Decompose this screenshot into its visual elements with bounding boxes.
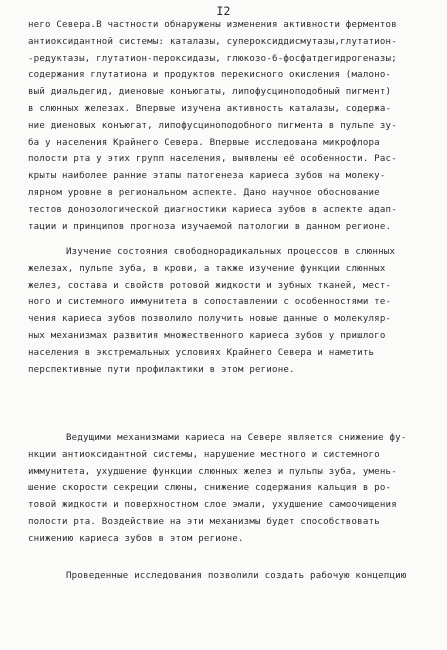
text-line: чения кариеса зубов позволило получить новые данные о молекуляр-: [28, 314, 392, 325]
text-line: полости рта у этих групп населения, выявлены её особенности. Рас-: [28, 154, 397, 165]
text-line: снижению кариеса зубов в этом регионе.: [28, 533, 244, 544]
text-line: шение скорости секреции слюны, снижение содержания кальция в ро-: [28, 483, 392, 494]
text-line: лярном уровне в региональном аспекте. Дано научное обоснование: [28, 187, 380, 198]
text-line: Ведущими механизмами кариеса на Севере является снижение фу-: [66, 433, 407, 443]
paragraph-4: [28, 568, 432, 585]
text-line: населения в экстремальных условиях Крайнего Севера и наметить: [28, 347, 375, 358]
text-line: полости рта. Воздействие на эти механизмы будет способствовать: [28, 516, 380, 527]
text-line: тации и принципов прогноза изучаемой патологии в данном регионе.: [28, 221, 392, 232]
text-line: товой жидкости и поверхностном слое эмали, ухудшение самоочищения: [28, 500, 397, 511]
text-line: ние диеновых конъюгат, липофусциноподобного пигмента в пульпе зу-: [28, 120, 397, 131]
paragraph-2: [28, 244, 432, 378]
text-line: нкции антиоксидантной системы, нарушение местного и системного: [28, 449, 380, 460]
text-line: ных механизмах развития множественного кариеса зубов у пришлого: [28, 330, 386, 341]
text-line: Проведенные исследования позволили создать рабочую концепцию: [66, 571, 407, 581]
text-line: иммунитета, ухудшение функции слюнных желез и пульпы зуба, умень-: [28, 466, 397, 477]
paragraph-1: [28, 17, 432, 235]
text-line: -редуктазы, глутатион-пероксидазы, глюкозо-6-фосфатдегидрогеназы;: [28, 53, 397, 64]
page-number: I2: [216, 4, 231, 18]
text-line: содержания глутатиона и продуктов перекисного окисления (малоно-: [28, 70, 392, 81]
paragraph-3: [28, 430, 432, 548]
text-line: вый диальдегид, диеновые конъюгаты, липофусциноподобный пигмент): [28, 87, 392, 98]
text-line: тестов донозологической диагностики кариеса зубов в аспекте адап-: [28, 204, 397, 215]
text-line: Изучение состояния свободнорадикальных процессов в слюнных: [66, 247, 396, 257]
text-line: перспективные пути профилактики в этом регионе.: [28, 364, 295, 375]
text-line: желез, состава и свойств ротовой жидкости и зубных тканей, мест-: [28, 280, 392, 291]
text-line: него Севера.В частности обнаружены изменения активности ферментов: [28, 20, 397, 30]
text-line: ного и системного иммунитета в сопоставлении с особенностями те-: [28, 297, 392, 308]
text-line: крыты наиболее ранние этапы патогенеза кариеса зубов на молеку-: [28, 171, 386, 182]
text-line: железах, пульпе зуба, в крови, а также изучение функции слюнных: [28, 263, 386, 274]
text-line: ба у населения Крайнего Севера. Впервые исследована микрофлора: [28, 137, 380, 148]
text-line: в слюнных железах. Впервые изучена активность каталазы, содержа-: [28, 103, 392, 114]
text-line: антиоксидантной системы: каталазы, супероксиддисмутазы,глутатион-: [28, 36, 397, 47]
